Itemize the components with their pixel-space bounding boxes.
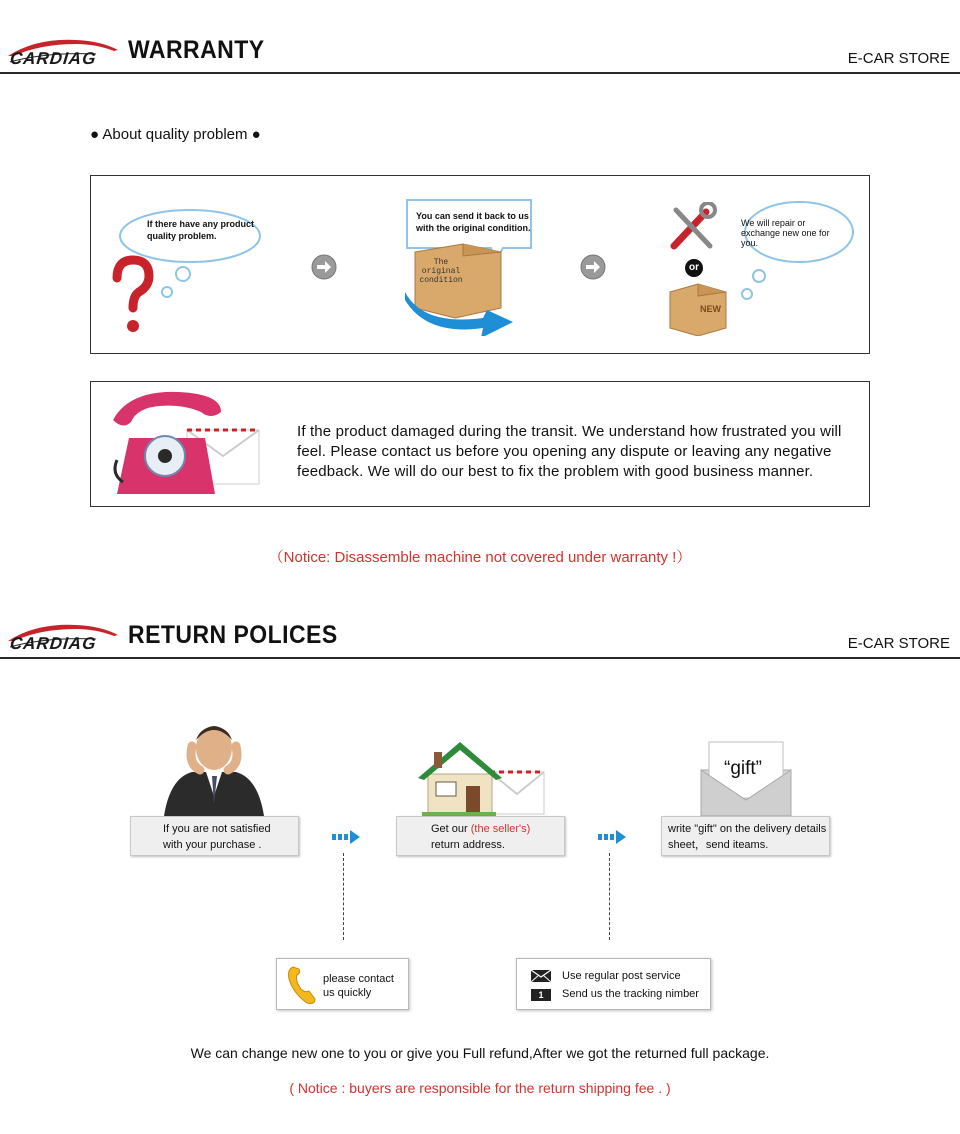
dashed-arrow-icon — [332, 830, 360, 844]
step2-prefix: Get our — [431, 823, 471, 835]
phone-icon — [287, 965, 317, 1005]
dashed-arrow-icon — [598, 830, 626, 844]
gift-label: “gift” — [724, 758, 762, 779]
warranty-title: WARRANTY — [128, 36, 265, 64]
arrow-right-icon — [580, 254, 606, 280]
mail-icon — [531, 970, 551, 982]
transit-paragraph: If the product damaged during the transit. We understand how frustrated you will feel. Please contact us before you opening any dispute or leaving any negative feedback. We will do our best to fix the problem with good business manner. — [297, 423, 842, 480]
step2-card — [396, 816, 565, 856]
dotted-connector — [343, 853, 344, 940]
brand-name: CARDIAG — [9, 634, 98, 653]
or-badge: or — [685, 259, 703, 277]
dotted-connector — [609, 853, 610, 940]
new-label: NEW — [700, 304, 721, 314]
repair-cloud-icon — [731, 196, 856, 306]
contact-box — [276, 958, 409, 1010]
step2-suffix: return address. — [431, 839, 505, 851]
tracking-number-icon: 1 — [531, 989, 551, 1001]
step3-text: We will repair or exchange new one for you. — [741, 218, 830, 248]
quality-heading: ● About quality problem ● — [90, 126, 261, 143]
post-line2: Send us the tracking nimber — [562, 988, 699, 1000]
post-service-box — [516, 958, 711, 1010]
transit-box — [90, 381, 870, 507]
arrow-right-icon — [311, 254, 337, 280]
step1-text: If there have any product quality problem. — [147, 219, 255, 241]
step1-card — [130, 816, 299, 856]
warranty-header — [0, 30, 960, 74]
store-name: E-CAR STORE — [847, 50, 950, 67]
header-divider — [0, 657, 960, 659]
refund-statement: We can change new one to you or give you Full refund,After we got the returned full package. — [190, 1045, 770, 1061]
step3-card-text: write "gift" on the delivery details sheet，send iteams. — [668, 823, 827, 851]
brand-name: CARDIAG — [9, 49, 98, 68]
box-label: The original condition — [419, 258, 463, 285]
post-line1: Use regular post service — [562, 970, 681, 982]
return-notice: ( Notice : buyers are responsible for the return shipping fee . ) — [289, 1080, 671, 1096]
warranty-notice: （Notice: Disassemble machine not covered under warranty !） — [268, 549, 692, 566]
return-title: RETURN POLICES — [128, 621, 338, 649]
frustrated-man-icon — [162, 716, 266, 816]
tools-icon — [666, 202, 726, 254]
step2-text: You can send it back to us with the original condition. — [416, 211, 531, 233]
house-mail-icon — [414, 738, 546, 818]
step2-card-text — [431, 821, 561, 853]
return-header — [0, 615, 960, 659]
header-divider — [0, 72, 960, 74]
step3-card — [661, 816, 830, 856]
step1-card-text: If you are not satisfied with your purchase . — [163, 823, 271, 851]
contact-text: please contact us quickly — [323, 973, 394, 999]
quality-process-box — [90, 175, 870, 354]
store-name: E-CAR STORE — [847, 635, 950, 652]
step2-highlight: (the seller's) — [470, 823, 531, 835]
telephone-mail-icon — [109, 390, 263, 502]
